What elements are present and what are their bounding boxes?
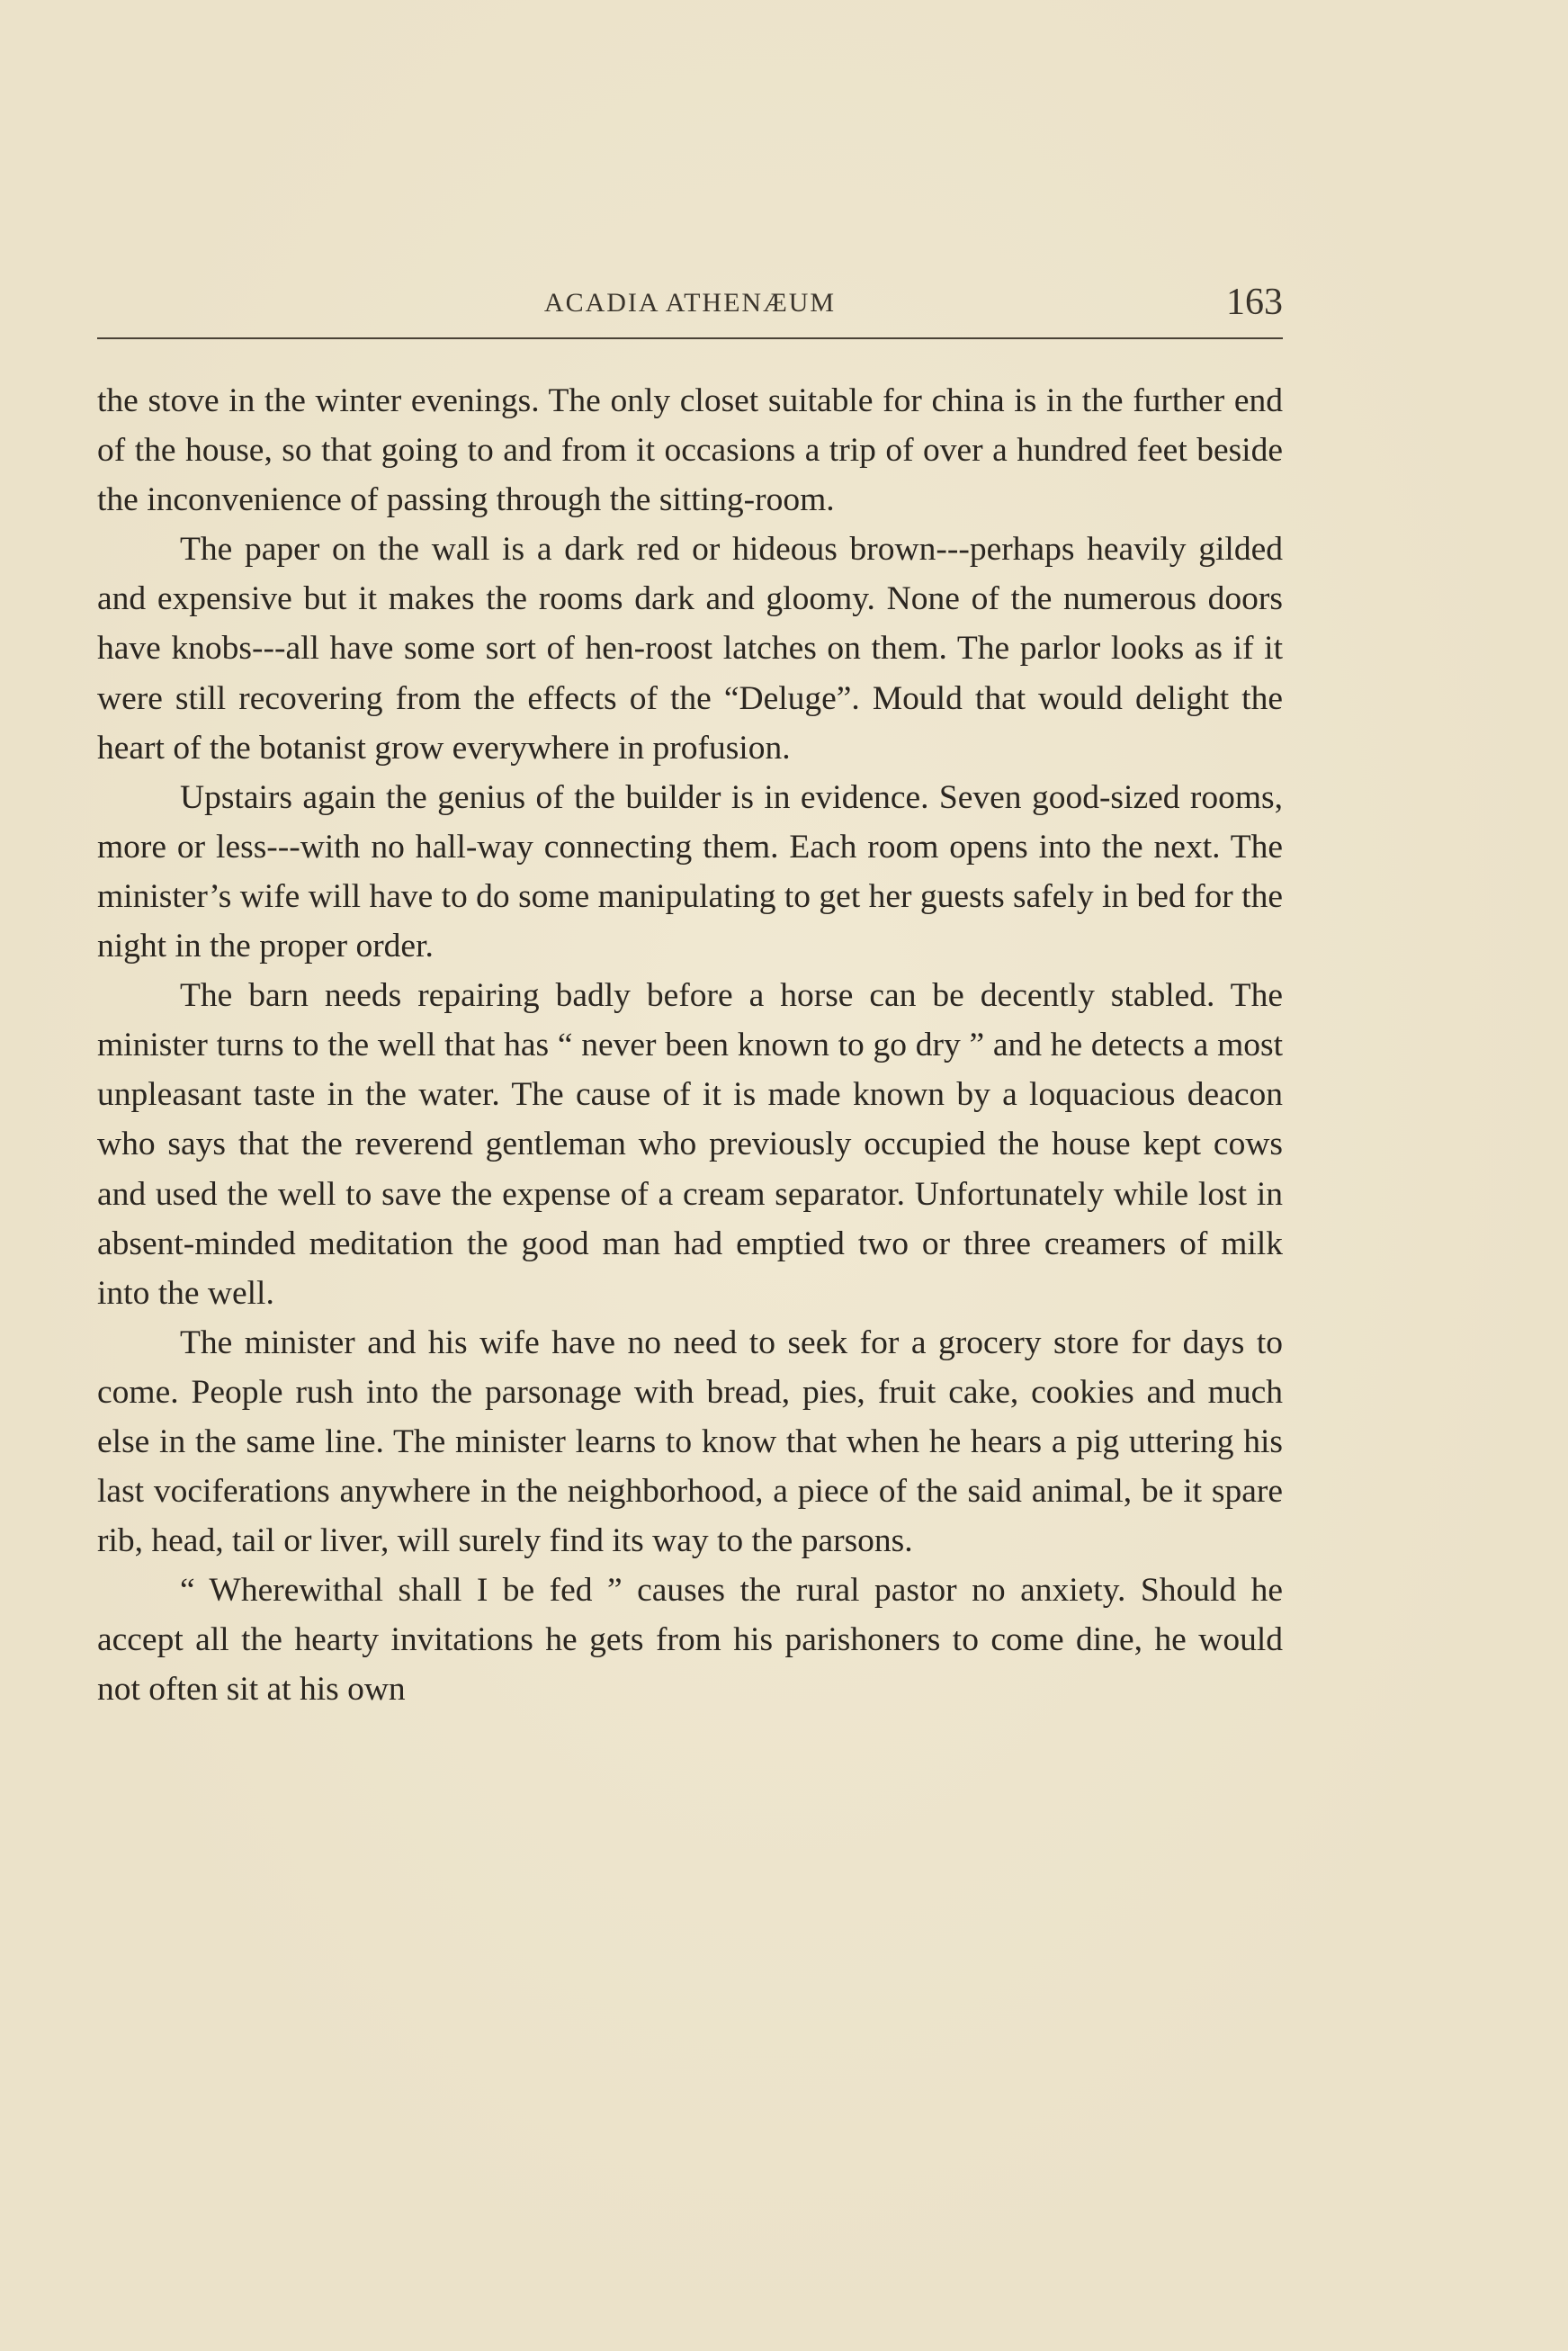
paragraph-grocery: The minister and his wife have no need to seek for a grocery store for days to come. People rush into the parsonage with bread, pies, fruit cake, cookies and much else in the same line. The minister learns to know that when he hears a pig uttering his last vociferations anywhere in the neighborhood, a piece of the said animal, be it spare rib, head, tail or liver, will surely find its way to the parsons. [97,1324,1283,1560]
paragraph-wherewithal: “ Wherewithal shall I be fed ” causes the rural pastor no anxiety. Should he accept all the hearty invitations he gets from his parishoners to come dine, he would not often sit at his own [97,1572,1283,1709]
paragraph-continued: the stove in the winter evenings. The only closet suitable for china is in the further end of the house, so that going to and from it occasions a trip of over a hundred feet beside the inconvenience of passing through the sitting-room. [97,382,1283,519]
page-number: 163 [1226,282,1283,323]
paragraph-upstairs: Upstairs again the genius of the builder is in evidence. Seven good-sized rooms, more or less---with no hall-way connecting them. Each room opens into the next. The minister’s wife will have to do some manipulating to get her guests safely in bed for the night in the proper order. [97,778,1283,965]
header-rule [97,337,1283,339]
running-title: ACADIA ATHENÆUM [543,288,837,318]
running-head [97,282,1283,331]
body-text [97,376,1283,1715]
paragraph-barn: The barn needs repairing badly before a horse can be decently stabled. The minister turns to the well that has “ never been known to go dry ” and he detects a most unpleasant taste in the water. The cause of it is made known by a loquacious deacon who says that the reverend gentleman who previously occupied the house kept cows and used the well to save the expense of a cream separator. Unfortunately while lost in absent-minded meditation the good man had emptied two or three creamers of milk into the well. [97,977,1283,1312]
paragraph-wallpaper: The paper on the wall is a dark red or hideous brown---perhaps heavily gilded and expensive but it makes the rooms dark and gloomy. None of the numerous doors have knobs---all have some sort of hen-roost latches on them. The parlor looks as if it were still recovering from the effects of the “Deluge”. Mould that would delight the heart of the botanist grow everywhere in profusion. [97,531,1283,767]
